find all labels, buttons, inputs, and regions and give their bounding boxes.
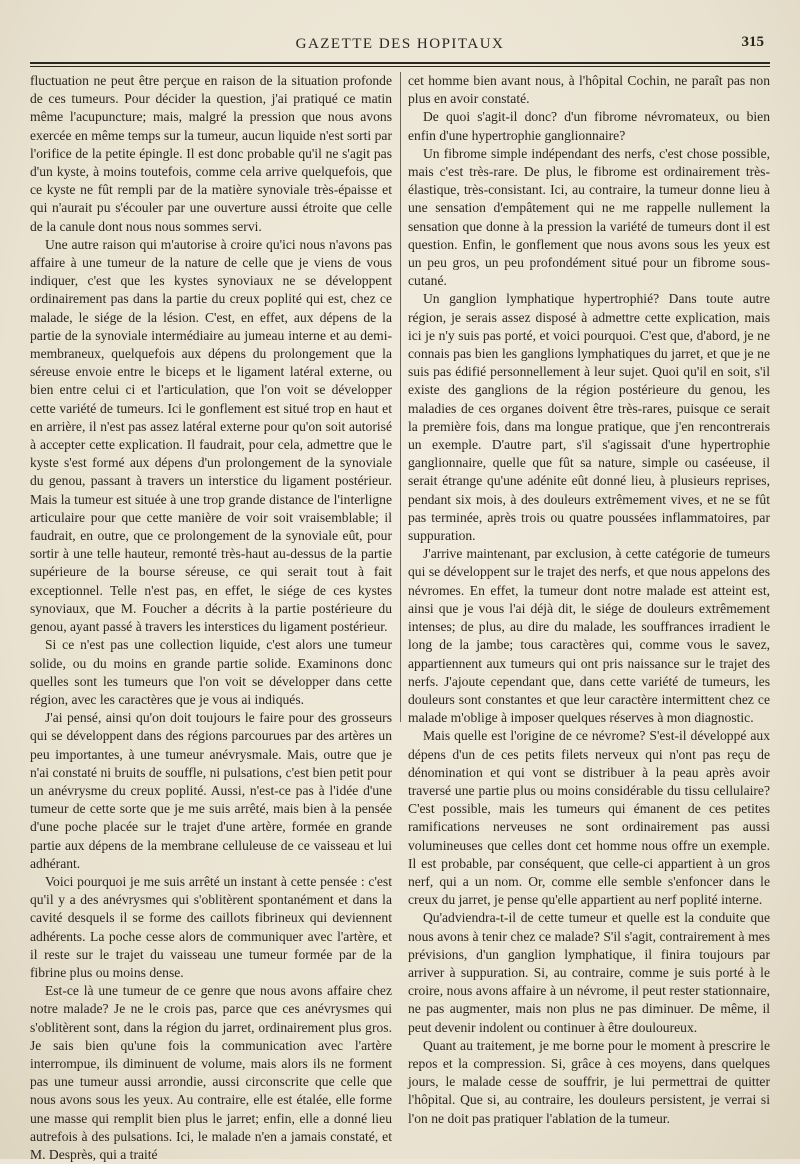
paragraph: Un fibrome simple indépendant des nerfs, c'est chose possible, mais c'est très-rare. De plus, le fibrome est ordinairement très-élastique, très-consistant. Ici, au contraire, la tumeur donne lieu à une sensation d'empâtement qui ne me rappelle nullement la sensation que donne à la pression la variété de tumeurs dont il est question. Enfin, le gonflement que nous avons sous les yeux est un peu gros, un peu profondément situé pour un fibrome sous-cutané.: [408, 145, 770, 289]
paragraph: J'ai pensé, ainsi qu'on doit toujours le faire pour des grosseurs qui se développent dans des régions parcourues par des artères un peu importantes, à une tumeur anévrysmale. Mais, outre que je n'ai constaté ni bruits de souffle, ni pulsations, c'est bien petit pour un anévrysme du creux poplité. Aussi, n'est-ce pas à l'idée d'une tumeur de cette sorte que je me suis arrêté, mais bien à la pensée d'une poche placée sur le trajet d'une artère, formée en grande partie aux dépens de la membrane celluleuse de ce vaisseau et lui adhérant.: [30, 710, 392, 871]
paragraph: Si ce n'est pas une collection liquide, c'est alors une tumeur solide, ou du moins en grande partie solide. Examinons donc quelles sont les tumeurs que l'on voit se développer dans cette région, avec les caractères que je vous ai indiqués.: [30, 637, 392, 707]
page-header: [28, 30, 772, 60]
paragraph: cet homme bien avant nous, à l'hôpital Cochin, ne paraît pas non plus en avoir constaté.: [408, 73, 770, 107]
paragraph: Un ganglion lymphatique hypertrophié? Dans toute autre région, je serais assez disposé à admettre cette explication, mais ici je n'y suis pas porté, et voici pourquoi. C'est que, d'abord, je ne connais pas bien les ganglions lymphatiques du jarret, et que je ne suis pas édifié personnellement à leur sujet. Quoi qu'il en soit, s'il existe des ganglions de la région postérieure du genou, les maladies de ces organes doivent être très-rares, puisque ce serait la première fois, dans ma longue pratique, que j'en rencontrerais un exemple. D'autre part, s'il s'agissait d'une hypertrophie ganglionnaire, quelle que fût sa nature, simple ou caséeuse, il serait étrange qu'une adénite eût donné lieu, à plusieurs reprises, pendant six mois, à des douleurs extrêmement vives, et ne se fût pas terminée, après trois ou quatre poussées inflammatoires, par suppuration.: [408, 291, 770, 544]
paragraph: Une autre raison qui m'autorise à croire qu'ici nous n'avons pas affaire à une tumeur de la nature de celle que je viens de vous indiquer, c'est que les kystes synoviaux ne se développent ordinairement pas dans la partie du creux poplité qui est, chez ce malade, le siége de la lésion. C'est, en effet, aux dépens de la partie de la synoviale intermédiaire au jumeau interne et au demi-membraneux, quelquefois aux dépens du prolongement que la séreuse envoie entre le biceps et le ligament latéral externe, ou bien entre celui ci et l'articulation, que l'on voit se développer cette variété de tumeurs. Ici le gonflement est situé trop en haut et en arrière, il n'est pas assez latéral externe pour qu'on soit autorisé à accepter cette explication. Il faudrait, pour cela, admettre que le kyste s'est formé aux dépens d'un prolongement de la synoviale du genou, passant à travers un interstice du ligament postérieur. Mais la tumeur est située à une trop grande distance de l'interligne articulaire pour que cette manière de voir soit vraisemblable; il faudrait, en outre, que ce prolongement de la synoviale eût, pour sortir à une telle hauteur, remonté très-haut au-dessus de la partie supérieure de la bourse séreuse, ce qui serait tout à fait exceptionnel. Telle n'est pas, en effet, le siége de ces kystes synoviaux, que M. Foucher a décrits à la partie postérieure du genou, ayant passé à travers les interstices du ligament postérieur.: [30, 236, 392, 635]
page-number: 315: [741, 34, 764, 50]
paragraph: J'arrive maintenant, par exclusion, à cette catégorie de tumeurs qui se développent sur le trajet des nerfs, et que nous appelons des névromes. En effet, la tumeur dont notre malade est atteint est, ainsi que je vous l'ai déjà dit, le siége de douleurs extrêmement intenses; de plus, au dire du malade, les souffrances irradient le long de la jambe; tous caractères qui, comme vous le savez, appartiennent aux tumeurs qui ont pris naissance sur le trajet des nerfs. J'ajoute cependant que, dans cette variété de tumeurs, les douleurs sont constantes et que leur caractère intermittent chez ce malade m'oblige à imposer quelques réserves à mon diagnostic.: [408, 546, 770, 726]
paragraph: Qu'adviendra-t-il de cette tumeur et quelle est la conduite que nous avons à tenir chez ce malade? S'il s'agit, contrairement à mes prévisions, d'un ganglion lymphatique, il finira toujours par arriver à suppuration. Si, au contraire, comme je suis porté à le croire, nous avons affaire à un névrome, il peut rester stationnaire, ne pas augmenter, mais non plus ne pas diminuer. De même, il peut devenir indolent ou continuer à être douloureux.: [408, 910, 770, 1035]
article-body: [30, 72, 770, 1162]
paragraph: Voici pourquoi je me suis arrêté un instant à cette pensée : c'est qu'il y a des anévrysmes qui s'oblitèrent spontanément et dans la cavité desquels il se forme des caillots fibrineux qui deviennent adhérents. La poche cesse alors de communiquer avec l'artère, et il reste sur le trajet du vaisseau une tumeur formée par de la fibrine plus ou moins dense.: [30, 873, 392, 980]
column-divider: [400, 72, 401, 722]
paragraph: Mais quelle est l'origine de ce névrome? S'est-il développé aux dépens d'un de ces petits filets nerveux qui n'ont pas reçu de dénomination et qui vont se distribuer à la peau après avoir traversé une partie plus ou moins considérable du tissu cellulaire? C'est possible, mais les tumeurs qui émanent de ces petites ramifications nerveuses ne sont ordinairement pas aussi volumineuses que celles dont cet homme nous offre un exemple. Il est probable, par conséquent, que celle-ci appartient à un gros nerf, qui a un nom. Or, comme elle semble s'enfoncer dans le creux du jarret, je pense qu'elle appartient au nerf poplité interne.: [408, 728, 770, 908]
paragraph: fluctuation ne peut être perçue en raison de la situation profonde de ces tumeurs. Pour décider la question, j'ai pratiqué ce matin même l'acupuncture; mais, malgré la pression que nous avons exercée en même temps sur la tumeur, aucun liquide n'est sorti par l'orifice de la petite épingle. Il est donc probable qu'il ne s'agit pas d'un kyste, à moins toutefois, comme cela arrive quelquefois, que ce kyste ne fût rempli par de la matière synoviale très-épaisse et qui n'aurait pu s'écouler par une ouverture aussi étroite que celle de la canule dont nous nous sommes servi.: [30, 73, 392, 234]
left-column: [30, 72, 392, 1164]
paragraph: Est-ce là une tumeur de ce genre que nous avons affaire chez notre malade? Je ne le crois pas, parce que ces anévrysmes qui s'oblitèrent sont, dans la région du jarret, ordinairement plus gros. Je sais bien qu'une fois la communication avec l'artère interrompue, ils diminuent de volume, mais alors ils ne forment pas une tumeur aussi arrondie, aussi circonscrite que celle que nous avons sous les yeux. Au contraire, elle est étalée, elle forme une masse qui remplit bien plus le jarret; enfin, elle a donné lieu autrefois à des pulsations. Ici, le malade n'en a jamais constaté, et M. Desprès, qui a traité: [30, 983, 392, 1162]
right-column: [408, 72, 770, 1128]
header-rule-thin: [30, 66, 770, 67]
paragraph: Quant au traitement, je me borne pour le moment à prescrire le repos et la compression. Si, grâce à ces moyens, dans quelques jours, le malade cesse de souffrir, je lui permettrai de quitter l'hôpital. Que si, au contraire, les douleurs persistent, je verrai si l'on ne doit pas pratiquer l'ablation de la tumeur.: [408, 1037, 770, 1126]
journal-title: GAZETTE DES HOPITAUX: [295, 36, 505, 52]
header-rule: [30, 62, 770, 64]
paragraph: De quoi s'agit-il donc? d'un fibrome névromateux, ou bien enfin d'une hypertrophie ganglionnaire?: [408, 109, 770, 143]
